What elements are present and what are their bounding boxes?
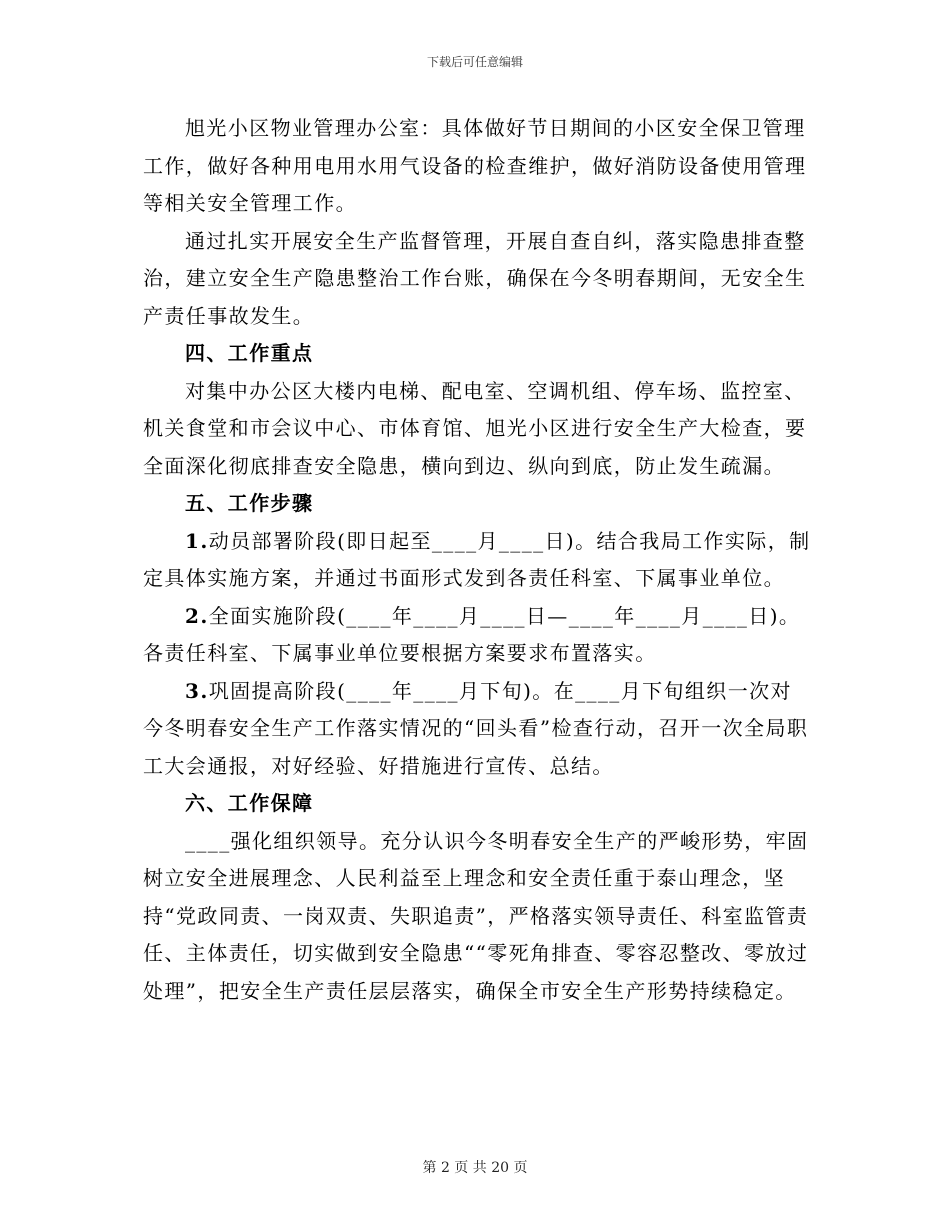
paragraph-inspection-scope: 对集中办公区大楼内电梯、配电室、空调机组、停车场、监控室、机关食堂和市会议中心、市体育馆、旭光小区进行安全生产大检查，要全面深化彻底排查安全隐患，横向到边、纵向到底，防止发生疏漏。 [143, 378, 807, 478]
step-1: 1.动员部署阶段(即日起至____月____日)。结合我局工作实际，制定具体实施方案，并通过书面形式发到各责任科室、下属事业单位。 [143, 528, 811, 590]
step-1-number: 1. [185, 528, 209, 553]
step-2: 2.全面实施阶段(____年____月____日—____年____月____日)。各责任科室、下属事业单位要根据方案要求布置落实。 [143, 603, 801, 665]
paragraph-leadership: ____强化组织领导。充分认识今冬明春安全生产的严峻形势，牢固树立安全进展理念、人民利益至上理念和安全责任重于泰山理念，坚持“党政同责、一岗双责、失职追责”，严格落实领导责任、科室监管责任、主体责任，切实做到安全隐患““零死角排查、零容忍整改、零放过处理”，把安全生产责任层层落实，确保全市安全生产形势持续稳定。 [143, 828, 809, 1003]
step-2-number: 2. [185, 603, 209, 628]
paragraph-property-office: 旭光小区物业管理办公室：具体做好节日期间的小区安全保卫管理工作，做好各种用电用水用气设备的检查维护，做好消防设备使用管理等相关安全管理工作。 [143, 116, 807, 215]
step-3-number: 3. [185, 678, 209, 703]
document-body [143, 110, 813, 1010]
paragraph-supervision: 通过扎实开展安全生产监督管理，开展自查自纠，落实隐患排查整治，建立安全生产隐患整治工作台账，确保在今冬明春期间，无安全生产责任事故发生。 [143, 228, 807, 328]
page-header: 下载后可任意编辑 [426, 55, 523, 69]
heading-work-guarantee: 六、工作保障 [185, 791, 314, 815]
page-footer: 第 2 页 共 20 页 [422, 1160, 528, 1176]
heading-work-steps: 五、工作步骤 [185, 491, 314, 515]
heading-work-focus: 四、工作重点 [185, 341, 314, 365]
step-3: 3.巩固提高阶段(____年____月下旬)。在____月下旬组织一次对今冬明春安全生产工作落实情况的“回头看”检查行动，召开一次全局职工大会通报，对好经验、好措施进行宣传、总结。 [143, 678, 809, 778]
